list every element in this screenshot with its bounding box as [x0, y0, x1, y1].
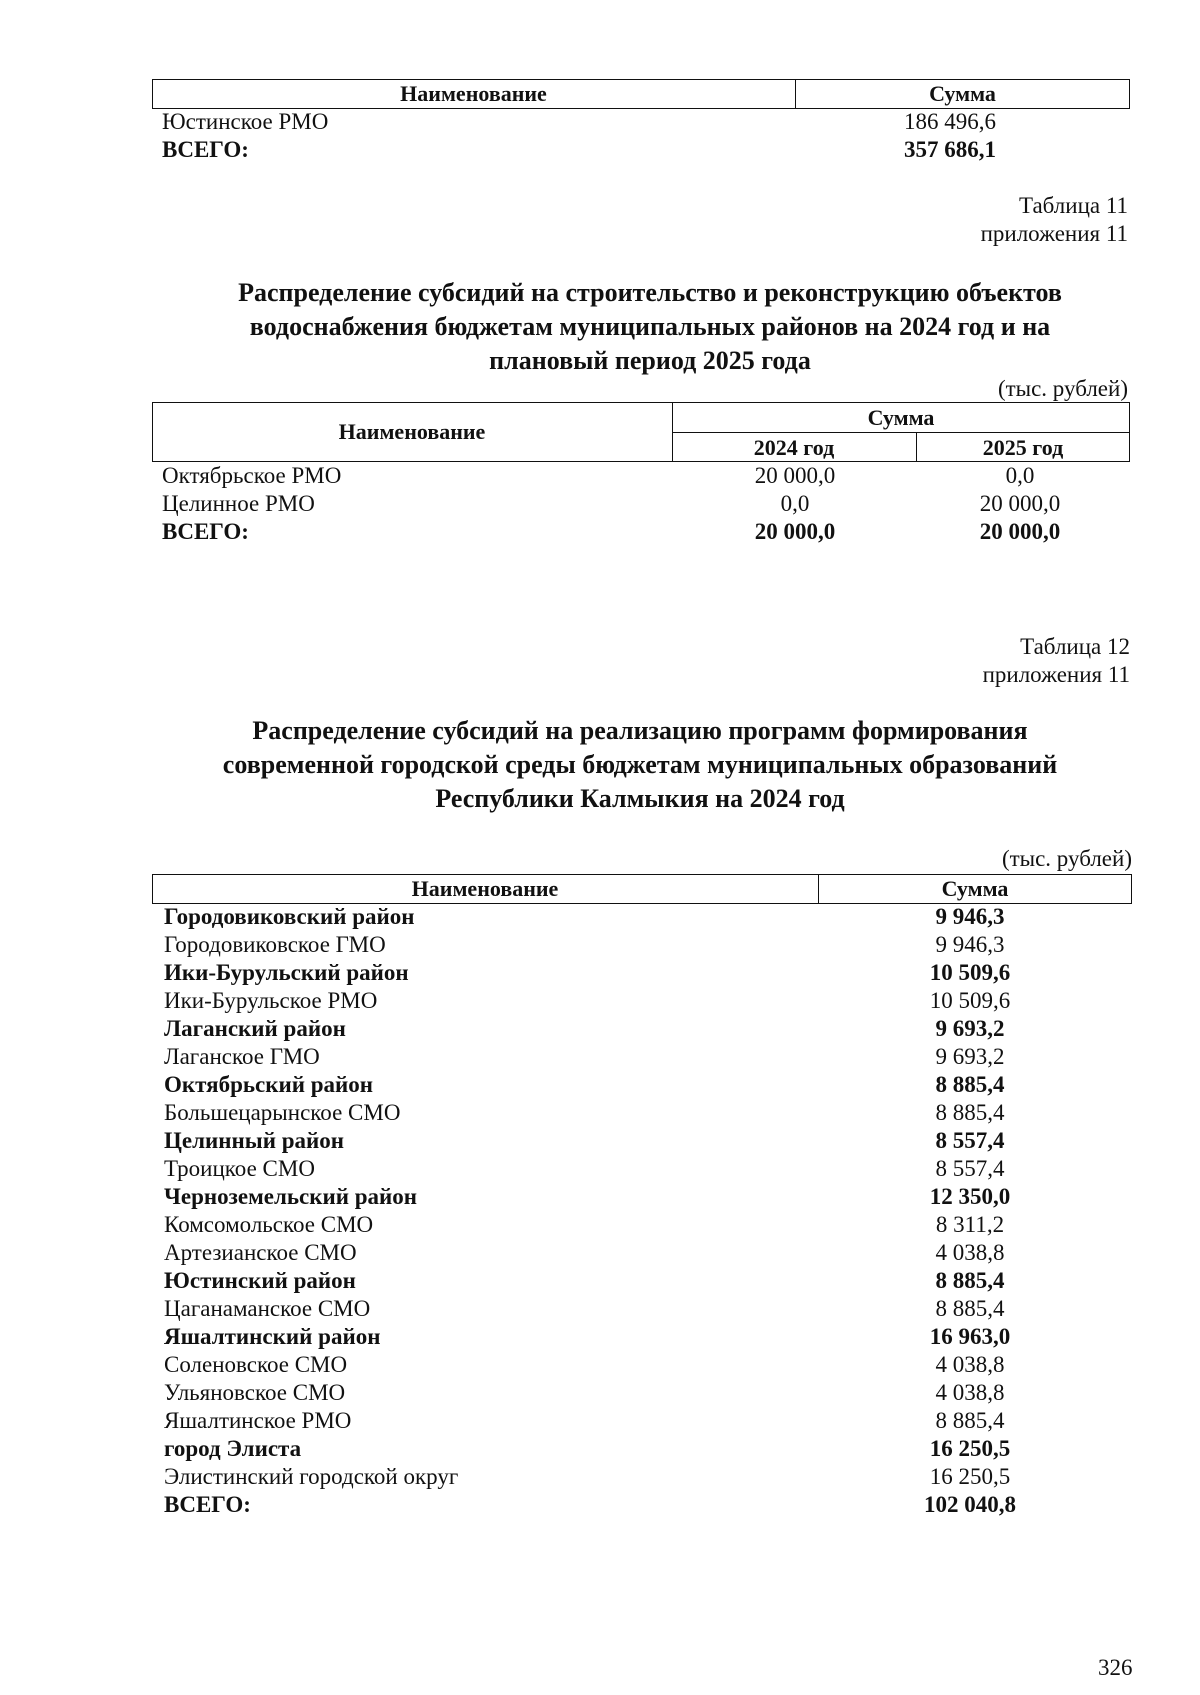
table12-value-cell: 9 946,3	[935, 932, 1005, 957]
table12-header-sum: Сумма	[941, 876, 1009, 901]
table11-appendix: приложения 11	[980, 221, 1128, 246]
table12-row	[0, 1491, 1200, 1519]
table11-value-2025-cell: 20 000,0	[979, 491, 1061, 516]
table12-name-cell: Октябрьский район	[164, 1072, 374, 1097]
table12-row	[0, 903, 1200, 931]
table12-name-cell: Артезианское СМО	[164, 1240, 357, 1265]
table12-name-cell: Ики-Бурульский район	[164, 960, 409, 985]
table11-units: (тыс. рублей)	[997, 376, 1128, 401]
table12-value-cell: 4 038,8	[935, 1380, 1005, 1405]
table12-row	[0, 1043, 1200, 1071]
table12-row	[0, 1435, 1200, 1463]
table11-name-cell: Октябрьское РМО	[162, 463, 342, 488]
table12-name-cell: Цаганаманское СМО	[164, 1296, 371, 1321]
table12-value-cell: 12 350,0	[929, 1184, 1011, 1209]
table12-name-cell: Лаганское ГМО	[164, 1044, 320, 1069]
table10-header-sum: Сумма	[929, 81, 996, 106]
table12-row	[0, 1015, 1200, 1043]
table12-value-cell: 8 885,4	[935, 1408, 1005, 1433]
table12-units: (тыс. рублей)	[1001, 846, 1132, 871]
table12-value-cell: 8 311,2	[935, 1212, 1005, 1237]
table11-title-line: Распределение субсидий на строительство и реконструкцию объектов	[238, 278, 1062, 307]
table12-row	[0, 1071, 1200, 1099]
table12-name-cell: Яшалтинское РМО	[164, 1408, 352, 1433]
table10-header-name: Наименование	[400, 81, 547, 106]
table12-row	[0, 1295, 1200, 1323]
table11-title	[100, 276, 1200, 378]
table12-name-cell: Троицкое СМО	[164, 1156, 315, 1181]
table12-value-cell: 16 250,5	[929, 1436, 1011, 1461]
table12-row	[0, 1351, 1200, 1379]
table12-value-cell: 9 693,2	[935, 1016, 1005, 1041]
table10-row	[0, 108, 1200, 136]
table12-label: Таблица 12	[1020, 634, 1130, 659]
table10-row	[0, 136, 1200, 164]
table10-name-cell: ВСЕГО:	[162, 137, 249, 162]
table11-name-cell: ВСЕГО:	[162, 519, 249, 544]
table12-row	[0, 1407, 1200, 1435]
table12-row	[0, 959, 1200, 987]
table12-name-cell: Городовиковский район	[164, 904, 415, 929]
table11-value-2025-cell: 20 000,0	[979, 519, 1061, 544]
table12-value-cell: 8 557,4	[935, 1156, 1005, 1181]
table12-header-name: Наименование	[411, 876, 559, 901]
table11-name-cell: Целинное РМО	[162, 491, 315, 516]
table12-name-cell: Юстинский район	[164, 1268, 356, 1293]
table12-value-cell: 16 963,0	[929, 1324, 1011, 1349]
table12-value-cell: 10 509,6	[929, 960, 1011, 985]
table12-value-cell: 8 885,4	[935, 1268, 1005, 1293]
table12-name-cell: Комсомольское СМО	[164, 1212, 374, 1237]
page-number: 326	[1098, 1655, 1133, 1680]
table11-label: Таблица 11	[1018, 193, 1128, 218]
table12-row	[0, 1211, 1200, 1239]
table12-name-cell: Большецарынское СМО	[164, 1100, 401, 1125]
table12-value-cell: 4 038,8	[935, 1352, 1005, 1377]
table11-value-2024-cell: 0,0	[780, 491, 810, 516]
table11-header-sum: Сумма	[867, 405, 935, 430]
table10-value-cell: 357 686,1	[904, 137, 996, 162]
table11-header-year-2025: 2025 год	[982, 435, 1064, 460]
table11-row	[0, 462, 1200, 490]
table12-title	[90, 714, 1190, 816]
table12-name-cell: Городовиковское ГМО	[164, 932, 386, 957]
table11-header-year-2024: 2024 год	[753, 435, 835, 460]
table12-name-cell: Элистинский городской округ	[164, 1464, 459, 1489]
table12-row	[0, 1323, 1200, 1351]
table12-title-line: Республики Калмыкия на 2024 год	[435, 784, 845, 813]
table11-title-line: водоснабжения бюджетам муниципальных районов на 2024 год и на	[249, 312, 1051, 341]
table12-value-cell: 8 557,4	[935, 1128, 1005, 1153]
table12-row	[0, 1183, 1200, 1211]
table12-value-cell: 8 885,4	[935, 1100, 1005, 1125]
table12-row	[0, 931, 1200, 959]
table12-value-cell: 16 250,5	[929, 1464, 1011, 1489]
table12-name-cell: Ульяновское СМО	[164, 1380, 346, 1405]
table12-name-cell: Ики-Бурульское РМО	[164, 988, 378, 1013]
table12-title-line: Распределение субсидий на реализацию программ формирования	[252, 716, 1028, 745]
table12-name-cell: Яшалтинский район	[164, 1324, 381, 1349]
table12-row	[0, 1099, 1200, 1127]
table12-appendix: приложения 11	[982, 662, 1130, 687]
table11-row	[0, 490, 1200, 518]
table12-value-cell: 9 946,3	[935, 904, 1005, 929]
table12-value-cell: 102 040,8	[924, 1492, 1016, 1517]
table12-value-cell: 8 885,4	[935, 1296, 1005, 1321]
table12-row	[0, 987, 1200, 1015]
table11-value-2024-cell: 20 000,0	[754, 463, 836, 488]
table12-name-cell: Соленовское СМО	[164, 1352, 348, 1377]
table12-value-cell: 8 885,4	[935, 1072, 1005, 1097]
table11-title-line: плановый период 2025 года	[489, 346, 811, 375]
table11-row	[0, 518, 1200, 546]
table12-name-cell: Целинный район	[164, 1128, 345, 1153]
table12-row	[0, 1463, 1200, 1491]
table12-name-cell: Лаганский район	[164, 1016, 346, 1041]
table12-row	[0, 1127, 1200, 1155]
table12-value-cell: 9 693,2	[935, 1044, 1005, 1069]
table12-title-line: современной городской среды бюджетам муниципальных образований	[222, 750, 1058, 779]
table12-row	[0, 1155, 1200, 1183]
table12-name-cell: Черноземельский район	[164, 1184, 418, 1209]
table11-header-subline	[672, 432, 1130, 433]
table11-value-2025-cell: 0,0	[1005, 463, 1035, 488]
table12-name-cell: ВСЕГО:	[164, 1492, 251, 1517]
table12-value-cell: 4 038,8	[935, 1240, 1005, 1265]
table10-name-cell: Юстинское РМО	[162, 109, 329, 134]
table12-name-cell: город Элиста	[164, 1436, 302, 1461]
table10-value-cell: 186 496,6	[904, 109, 996, 134]
table11-header-name: Наименование	[338, 419, 486, 444]
table12-row	[0, 1267, 1200, 1295]
table12-row	[0, 1239, 1200, 1267]
table12-row	[0, 1379, 1200, 1407]
table11-value-2024-cell: 20 000,0	[754, 519, 836, 544]
table12-value-cell: 10 509,6	[929, 988, 1011, 1013]
